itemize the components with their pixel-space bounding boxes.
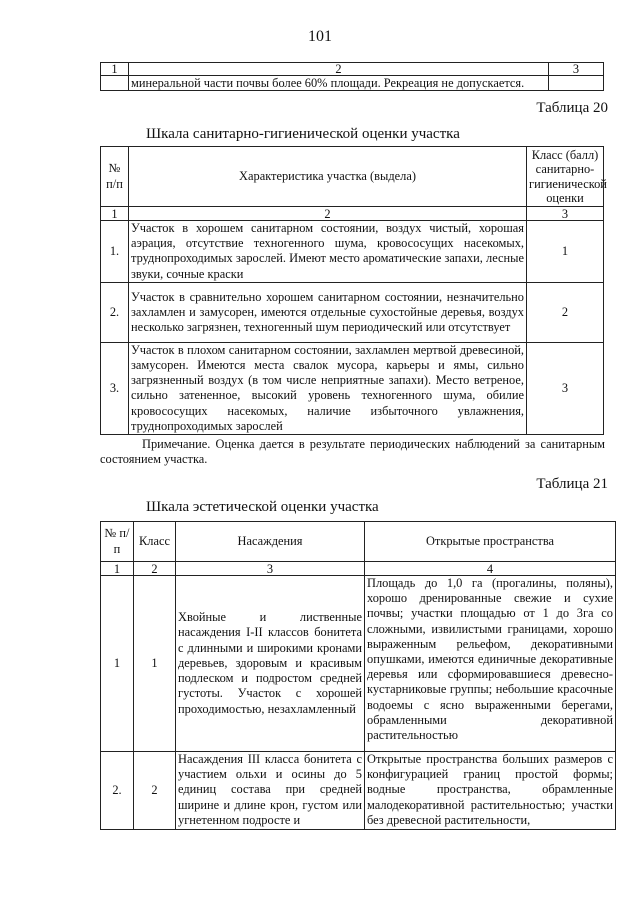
table20-title: Шкала санитарно-гигиенической оценки участка: [146, 126, 460, 142]
row-number: 1: [101, 576, 134, 752]
table20-note: Примечание. Оценка дается в результате периодических наблюдений за санитарным состоянием участка.: [100, 437, 605, 467]
table21-title: Шкала эстетической оценки участка: [146, 499, 379, 515]
row-number: 3.: [101, 342, 129, 434]
table-col-number: 2: [129, 207, 527, 221]
table20: [100, 146, 607, 435]
row-text: Участок в плохом санитарном состоянии, захламлен мертвой древесиной, замусорен. Имеются места свалок мусора, карьеры и ямы, сильно загрязненный воздух (в том числе неприятные запахи). Место ветреное, сильно затененное, высокий уровень техногенного шума, обилие кровососущих насекомых, наличие избыточного увлажнения, труднопроходимых зарослей: [129, 342, 527, 434]
table21: [100, 521, 616, 830]
table-cell: минеральной части почвы более 60% площади. Рекреация не допускается.: [129, 76, 549, 91]
row-class: 1: [134, 576, 176, 752]
page-number: 101: [308, 28, 332, 45]
table-header-plantings: Насаждения: [176, 522, 365, 562]
table-col-number: 3: [549, 63, 604, 76]
table-row: [101, 221, 604, 283]
top-continuation-table: [100, 62, 604, 91]
table-header-num: № п/п: [101, 522, 134, 562]
table-col-number: 1: [101, 207, 129, 221]
table-col-number: 1: [101, 562, 134, 576]
row-number: 2.: [101, 282, 129, 342]
table-row: [101, 282, 604, 342]
table-header-class: Класс (балл) санитарно-гигиенической оценки: [527, 147, 604, 207]
row-class: 1: [527, 221, 604, 283]
row-open-spaces: Площадь до 1,0 га (прогалины, поляны), хорошо дренированные свежие и сухие почвы; участки площадью от 1 до 3га со сложными, извилистыми границами, хорошо выраженным рельефом, декоративными опушками, имеются единичные декоративные деревья или сформировавшиеся древесно-кустарниковые группы; небольшие красочные водоемы с ясно выраженными берегами, обрамленными декоративной растительностью: [365, 576, 616, 752]
table-header-open-spaces: Открытые пространства: [365, 522, 616, 562]
row-plantings: Насаждения III класса бонитета с участием ольхи и осины до 5 единиц состава при средней ширине и длине крон, густом или угнетенном подросте и: [176, 752, 365, 830]
row-class: 3: [527, 342, 604, 434]
table21-label: Таблица 21: [536, 476, 608, 492]
table-col-number: 4: [365, 562, 616, 576]
table-col-number: 3: [176, 562, 365, 576]
row-number: 1.: [101, 221, 129, 283]
table-header-characteristic: Характеристика участка (выдела): [129, 147, 527, 207]
table-cell: [549, 76, 604, 91]
row-text: Участок в сравнительно хорошем санитарном состоянии, незначительно захламлен и замусорен, имеются отдельные сухостойные деревья, воздух несколько загрязнен, техногенный шум периодический или отсутствует: [129, 282, 527, 342]
table-header-class: Класс: [134, 522, 176, 562]
table-col-number: 2: [134, 562, 176, 576]
table-row: [101, 342, 604, 434]
table-header-num: № п/п: [101, 147, 129, 207]
table-row: [101, 752, 616, 830]
row-class: 2: [134, 752, 176, 830]
table-cell: [101, 76, 129, 91]
row-plantings: Хвойные и лиственные насаждения I-II классов бонитета с длинными и широкими кронами деревьев, здоровым и красивым подлеском и подростом средней густоты. Участок с хорошей проходимостью, незахламленный: [176, 576, 365, 752]
row-text: Участок в хорошем санитарном состоянии, воздух чистый, хорошая аэрация, отсутствие техногенного шума, кровососущих насекомых, труднопроходимых зарослей. Имеют место ароматические запахи, лесные звуки, сочные краски: [129, 221, 527, 283]
table-row: [101, 576, 616, 752]
table-col-number: 3: [527, 207, 604, 221]
row-number: 2.: [101, 752, 134, 830]
table-col-number: 2: [129, 63, 549, 76]
row-class: 2: [527, 282, 604, 342]
row-open-spaces: Открытые пространства больших размеров с конфигурацией границ простой формы; водные пространства, обрамленные малодекоративной растительностью; участки без древесной растительности,: [365, 752, 616, 830]
table20-label: Таблица 20: [536, 100, 608, 116]
table-col-number: 1: [101, 63, 129, 76]
